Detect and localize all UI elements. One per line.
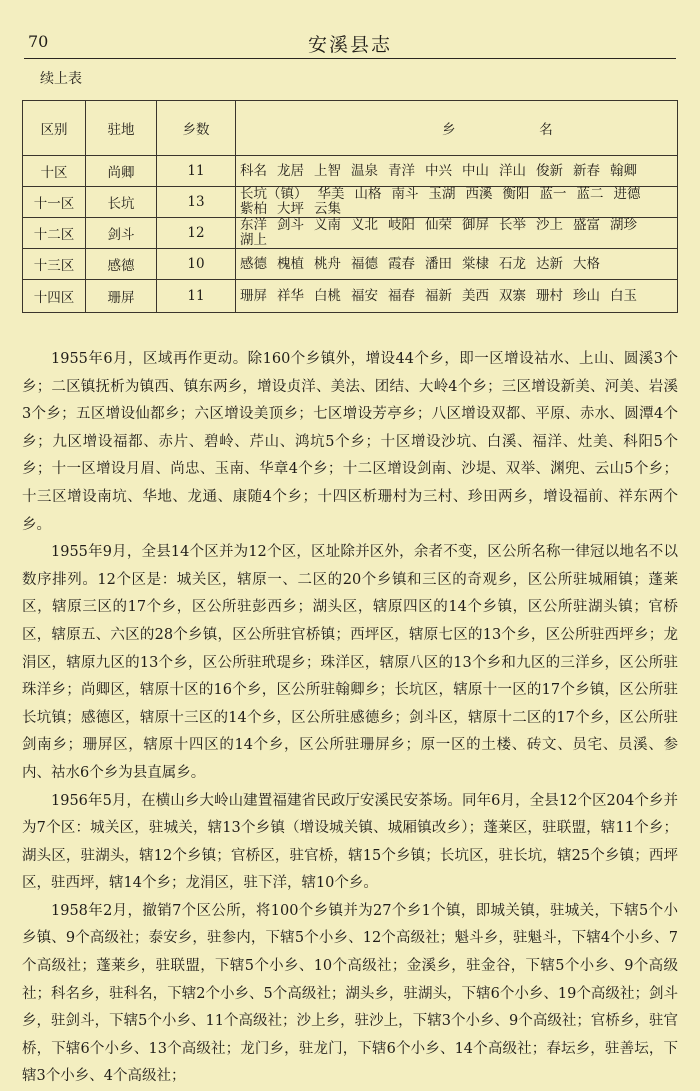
town-name: 御屏 [462, 217, 489, 233]
count-cell: 10 [157, 249, 236, 280]
town-name: 衡阳 [502, 186, 530, 202]
page-number: 70 [28, 32, 49, 51]
count-cell: 12 [157, 218, 236, 249]
town-name: 石龙 [499, 255, 526, 272]
town-name: 湖珍 [610, 217, 637, 233]
towns-cell [236, 218, 678, 249]
book-title: 安溪县志 [307, 34, 392, 56]
town-name: 剑斗 [277, 217, 304, 233]
count-cell: 11 [157, 280, 236, 313]
towns-cell [236, 187, 678, 218]
col-district: 区别 [23, 101, 86, 156]
town-name: 进德 [613, 186, 641, 202]
table-continued-label: 续上表 [40, 71, 82, 87]
town-name: 达新 [536, 255, 563, 272]
count-cell: 11 [157, 156, 236, 187]
town-name: 霞春 [388, 255, 415, 272]
town-name: 盛富 [573, 217, 600, 233]
towns-cell [236, 156, 678, 187]
body-text [22, 346, 678, 1091]
town-name: 福德 [351, 255, 378, 272]
town-name: 翰卿 [610, 162, 637, 179]
district-cell: 十二区 [23, 218, 86, 249]
col-count: 乡数 [157, 101, 236, 156]
paragraph: 1955年6月，区域再作更动。除160个乡镇外，增设44个乡，即一区增设祜水、上山、圆溪3个乡；二区镇抚析为镇西、镇东两乡，增设贞洋、美法、团结、大岭4个乡；三区增设新美、河美、岩溪3个乡；五区增设仙都乡；六区增设美顶乡；七区增设芳亭乡；八区增设双都、平原、赤水、圆潭4个乡；九区增设福都、赤片、碧岭、芹山、鸿坑5个乡；十区增设沙坑、白溪、福洋、灶美、科阳5个乡；十一区增设月眉、尚忠、玉南、华章4个乡；十二区增设剑南、沙堤、双举、渊兜、云山5个乡；十三区增设南坑、华地、龙通、康随4个乡；十四区析珊村为三村、珍田两乡，增设福前、祥东两个乡。 [22, 351, 678, 533]
table-header-row [23, 101, 678, 156]
town-name: 俊新 [536, 162, 563, 179]
town-name: 福春 [388, 287, 415, 304]
town-name: 湖上 [240, 232, 267, 248]
table-row [23, 187, 678, 218]
col-town-names [236, 101, 678, 156]
town-name: 温泉 [351, 162, 378, 179]
town-name: 长坑（镇） [240, 186, 308, 202]
town-name: 山格 [354, 186, 382, 202]
town-name: 云集 [314, 201, 341, 217]
town-name: 珍山 [573, 287, 600, 304]
seat-cell: 尚卿 [86, 156, 157, 187]
town-name: 仙荣 [425, 217, 452, 233]
town-name: 棠棣 [462, 255, 489, 272]
page-header [24, 28, 676, 56]
col-town-char-2: 名 [539, 122, 554, 138]
district-table [22, 100, 678, 313]
town-name: 珊屏 [240, 287, 267, 304]
town-name: 洋山 [499, 162, 526, 179]
town-name: 桃舟 [314, 255, 341, 272]
town-name: 潘田 [425, 255, 452, 272]
town-name: 上智 [314, 162, 341, 179]
town-name: 沙上 [536, 217, 563, 233]
town-name: 科名 [240, 162, 267, 179]
towns-cell [236, 249, 678, 280]
table-row [23, 156, 678, 187]
town-name: 白玉 [610, 287, 637, 304]
table-row [23, 249, 678, 280]
town-name: 西溪 [465, 186, 493, 202]
town-name: 美西 [462, 287, 489, 304]
district-cell: 十四区 [23, 280, 86, 313]
table-row [23, 280, 678, 313]
district-cell: 十区 [23, 156, 86, 187]
seat-cell: 感德 [86, 249, 157, 280]
seat-cell: 长坑 [86, 187, 157, 218]
seat-cell: 剑斗 [86, 218, 157, 249]
town-name: 大格 [573, 255, 600, 272]
district-cell: 十三区 [23, 249, 86, 280]
town-name: 紫柏 [240, 201, 267, 217]
town-name: 华美 [317, 186, 345, 202]
town-name: 青洋 [388, 162, 415, 179]
table-row [23, 218, 678, 249]
town-name: 义北 [351, 217, 378, 233]
town-name: 岐阳 [388, 217, 415, 233]
town-name: 东洋 [240, 217, 267, 233]
town-name: 蓝二 [576, 186, 604, 202]
town-name: 中山 [462, 162, 489, 179]
header-rule [24, 58, 676, 59]
paragraph: 1955年9月，全县14个区并为12个区，区址除并区外，余者不变，区公所名称一律冠以地名不以数序排列。12个区是：城关区，辖原一、二区的20个乡镇和三区的奇观乡，区公所驻城厢镇；蓬莱区，辖原三区的17个乡，区公所驻彭西乡；湖头区，辖原四区的14个乡镇，区公所驻湖头镇；官桥区，辖原五、六区的28个乡镇，区公所驻官桥镇；西坪区，辖原七区的13个乡，区公所驻西坪乡；龙涓区，辖原九区的13个乡，区公所驻玳瑅乡；珠洋区，辖原八区的13个乡和九区的三洋乡，区公所驻珠洋乡；尚卿区，辖原十区的16个乡，区公所驻翰卿乡；长坑区，辖原十一区的17个乡镇，区公所驻长坑镇；感德区，辖原十三区的14个乡，区公所驻感德乡；剑斗区，辖原十二区的17个乡，区公所驻剑南乡；珊屏区，辖原十四区的14个乡，区公所驻珊屏乡；原一区的土楼、砖文、员宅、员溪、参内、祜水6个乡为县直属乡。 [22, 544, 678, 781]
paragraph: 1956年5月，在横山乡大岭山建置福建省民政厅安溪民安茶场。同年6月，全县12个区204个乡并为7个区：城关区，驻城关，辖13个乡镇（增设城关镇、城厢镇改乡）；蓬莱区，驻联盟，辖11个乡；湖头区，驻湖头，辖12个乡镇；官桥区，驻官桥，辖15个乡镇；长坑区，驻长坑，辖25个乡镇；西坪区，驻西坪，辖14个乡；龙涓区，驻下洋，辖10个乡。 [22, 792, 678, 892]
town-name: 槐植 [277, 255, 304, 272]
district-cell: 十一区 [23, 187, 86, 218]
town-name: 感德 [240, 255, 267, 272]
town-name: 玉湖 [428, 186, 456, 202]
count-cell: 13 [157, 187, 236, 218]
town-name: 珊村 [536, 287, 563, 304]
towns-cell [236, 280, 678, 313]
town-name: 福新 [425, 287, 452, 304]
town-name: 长举 [499, 217, 526, 233]
town-name: 南斗 [391, 186, 419, 202]
town-name: 白桃 [314, 287, 341, 304]
col-town-char-1: 乡 [442, 122, 457, 138]
col-seat: 驻地 [86, 101, 157, 156]
town-name: 新春 [573, 162, 600, 179]
paragraph: 1958年2月，撤销7个区公所，将100个乡镇并为27个乡1个镇，即城关镇，驻城关，下辖5个小乡镇、9个高级社；泰安乡，驻参内，下辖5个小乡、12个高级社；魁斗乡，驻魁斗，下辖4个小乡、7个高级社；蓬莱乡，驻联盟，下辖5个小乡、10个高级社；金溪乡，驻金谷，下辖5个小乡、9个高级社；科名乡，驻科名，下辖2个小乡、5个高级社；湖头乡，驻湖头，下辖6个小乡、19个高级社；剑斗乡，驻剑斗，下辖5个小乡、11个高级社；沙上乡，驻沙上，下辖3个小乡、9个高级社；官桥乡，驻官桥，下辖6个小乡、13个高级社；龙门乡，驻龙门，下辖6个小乡、14个高级社；春坛乡，驻善坛，下辖3个小乡、4个高级社； [22, 902, 678, 1085]
town-name: 蓝一 [539, 186, 567, 202]
town-name: 龙居 [277, 162, 304, 179]
town-name: 双寨 [499, 287, 526, 304]
town-name: 祥华 [277, 287, 304, 304]
town-name: 中兴 [425, 162, 452, 179]
seat-cell: 珊屏 [86, 280, 157, 313]
town-name: 福安 [351, 287, 378, 304]
town-name: 大坪 [277, 201, 304, 217]
town-name: 义南 [314, 217, 341, 233]
